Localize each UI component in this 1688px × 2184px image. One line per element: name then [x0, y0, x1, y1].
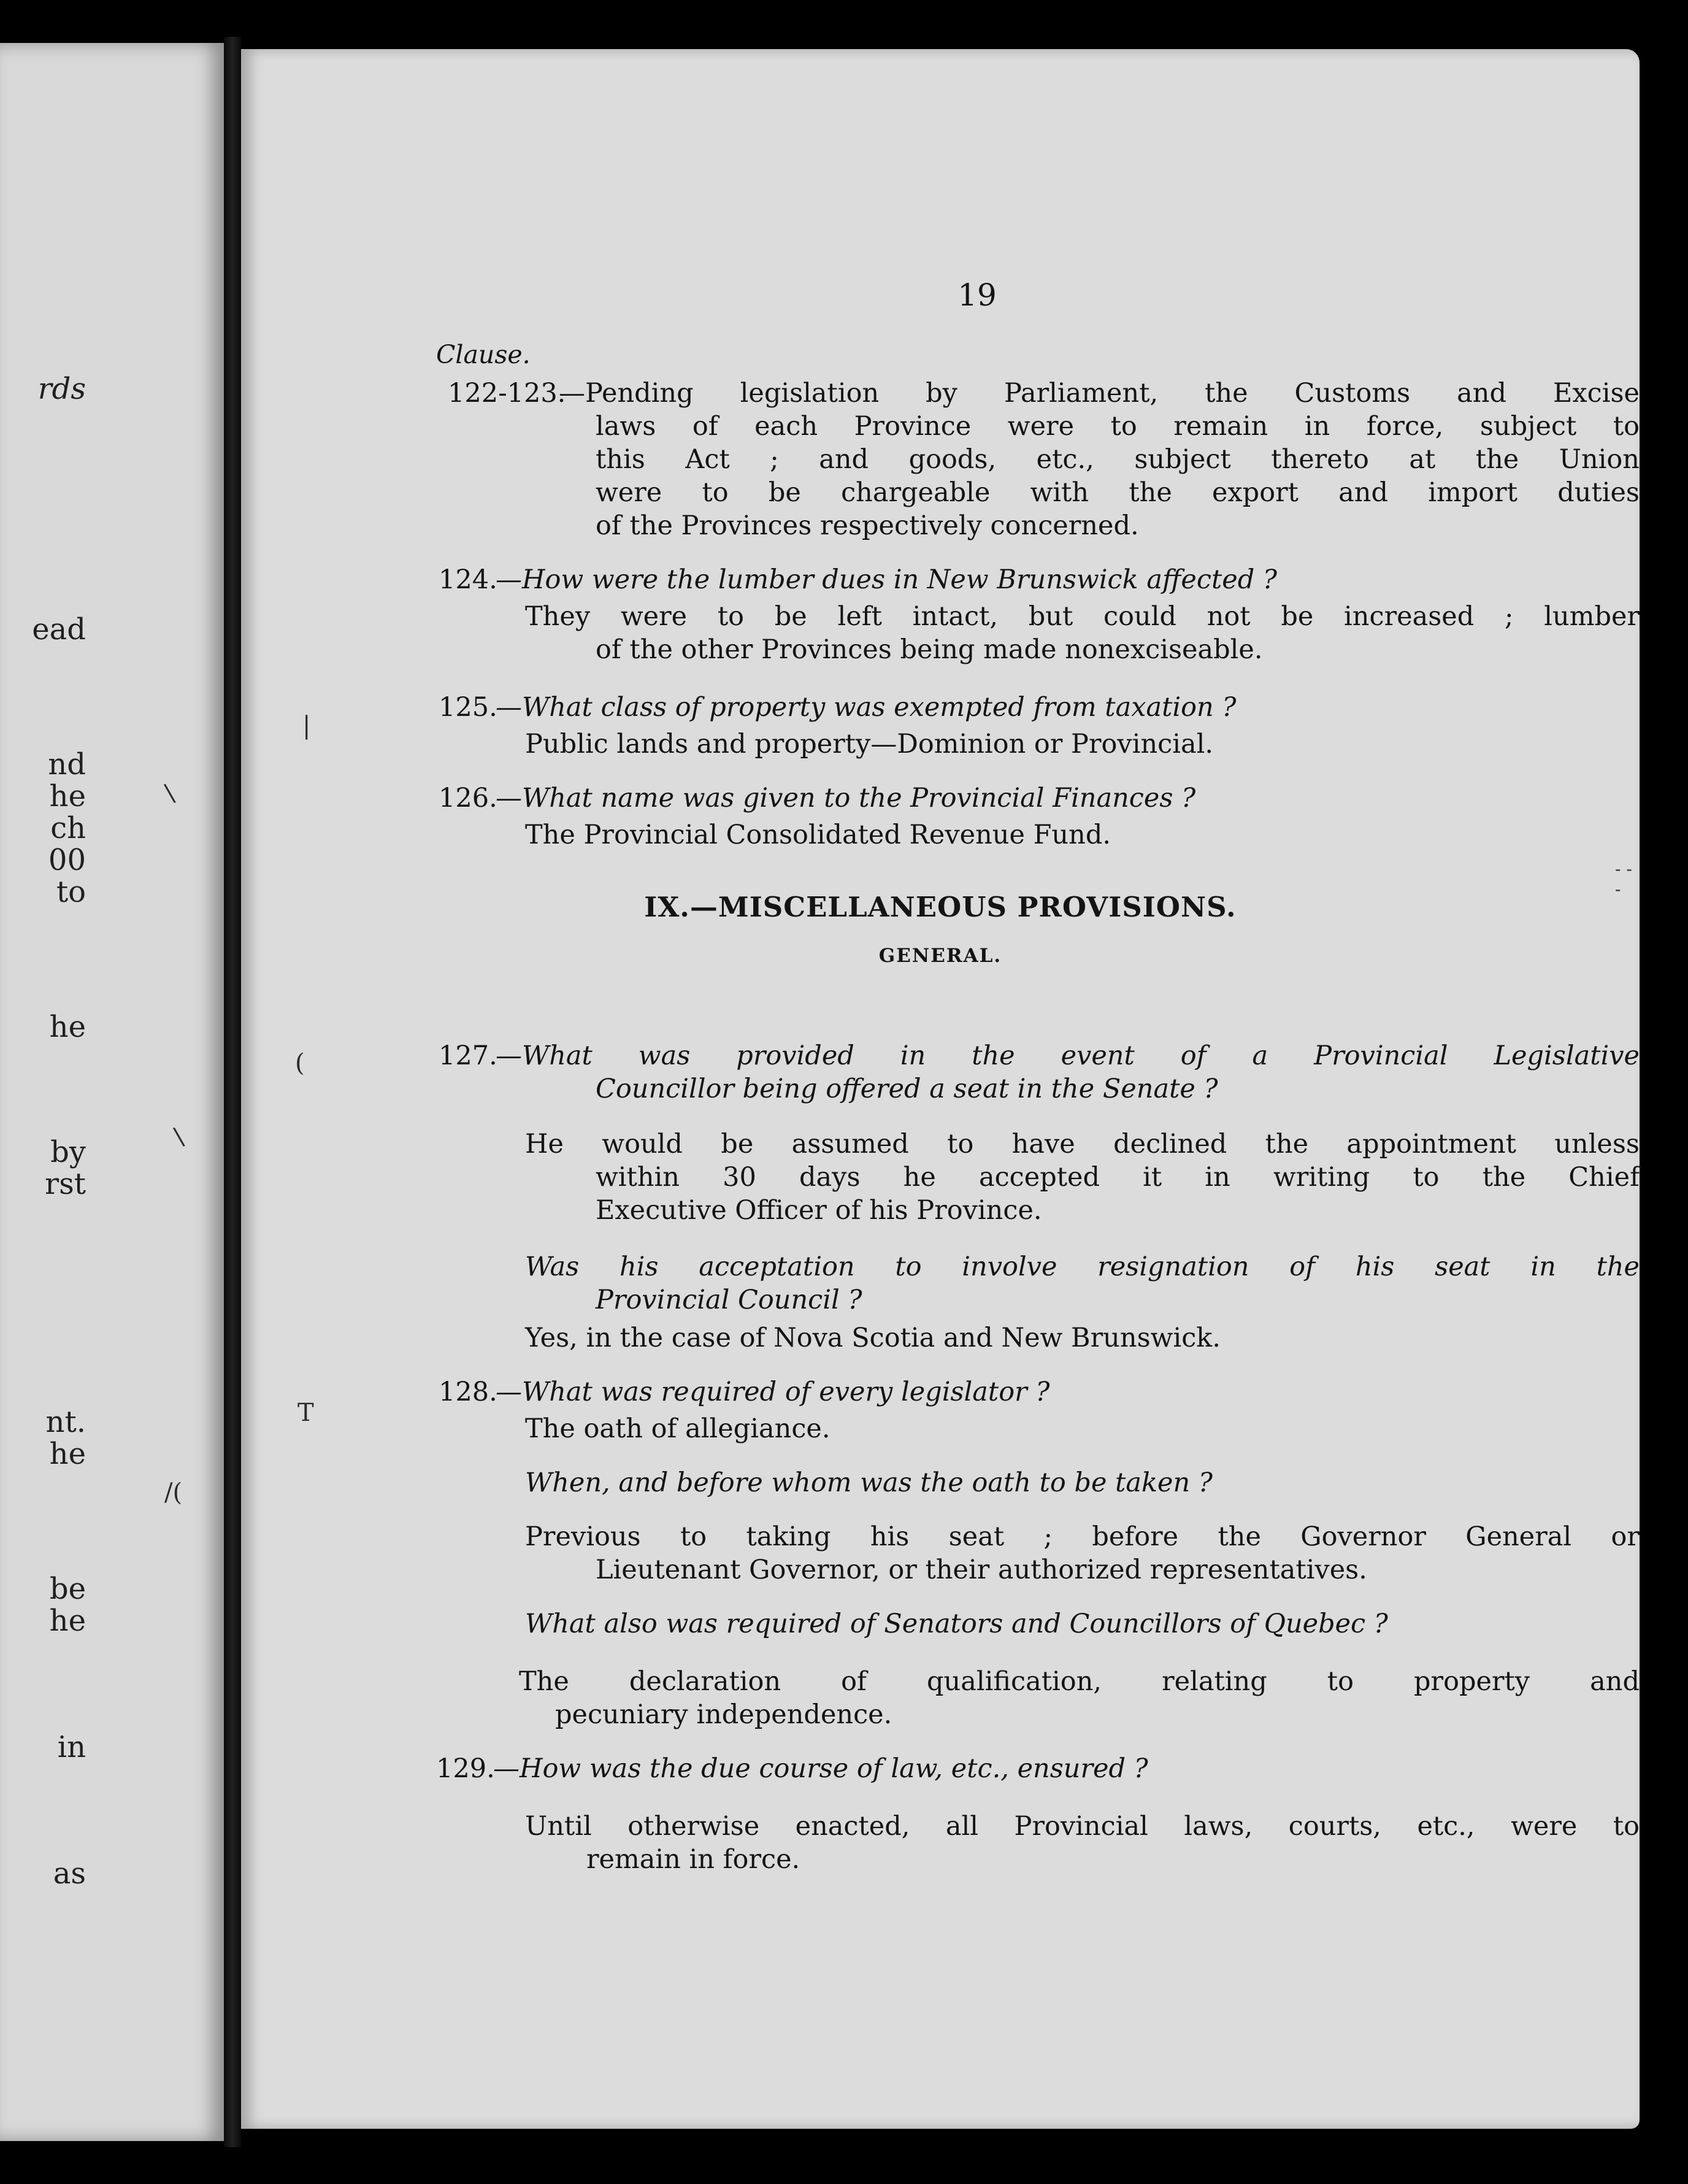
clause-text-line: of the Provinces respectively concerned.: [596, 510, 1139, 541]
margin-fragment: be: [49, 1572, 86, 1606]
clause-number: 128.: [439, 1377, 497, 1407]
clause-number: 126.: [439, 783, 497, 813]
left-facing-page: [0, 43, 224, 2141]
scan-mark: |: [302, 712, 311, 740]
answer-line: Executive Officer of his Province.: [596, 1195, 1042, 1226]
clause-label: Clause.: [436, 340, 531, 369]
clause-text-line: were to be chargeable with the export and import duties: [596, 477, 1640, 508]
question-line: —What was provided in the event of a Provincial Legislative: [496, 1040, 1640, 1071]
question: —How was the due course of law, etc., ensured ?: [493, 1753, 1148, 1784]
answer-line: within 30 days he accepted it in writing to the Chief: [596, 1162, 1640, 1193]
pencil-mark: \: [172, 1122, 186, 1152]
pencil-mark: /(: [164, 1478, 183, 1507]
page: [241, 49, 1640, 2129]
book-gutter: [224, 37, 241, 2147]
margin-fragment: nt.: [45, 1405, 86, 1439]
clause-number: 125.: [439, 692, 497, 723]
margin-fragment: he: [49, 1437, 86, 1471]
clause-number: 124.: [439, 564, 497, 595]
section-subheading: GENERAL.: [878, 945, 1002, 967]
margin-fragment: in: [57, 1730, 86, 1764]
answer-line: Lieutenant Governor, or their authorized representatives.: [596, 1555, 1367, 1585]
clause-number: 122-123.: [448, 378, 566, 409]
clause-text-line: laws of each Province were to remain in force, subject to: [596, 411, 1640, 442]
answer-line: Yes, in the case of Nova Scotia and New Brunswick.: [525, 1323, 1221, 1353]
answer-line: The declaration of qualification, relating to property and: [519, 1666, 1640, 1697]
margin-fragment: ead: [32, 612, 86, 647]
answer-line: of the other Provinces being made nonexciseable.: [596, 634, 1263, 665]
answer-line: The Provincial Consolidated Revenue Fund.: [525, 820, 1111, 850]
margin-fragment: nd: [48, 747, 86, 782]
clause-number: 129.: [436, 1753, 495, 1784]
answer-line: Previous to taking his seat ; before the Governor General or: [525, 1521, 1640, 1552]
scan-mark: (: [295, 1049, 305, 1077]
answer-line: He would be assumed to have declined the appointment unless: [525, 1129, 1640, 1159]
question: —How were the lumber dues in New Brunswick affected ?: [496, 564, 1277, 595]
margin-fragment: he: [49, 779, 86, 813]
margin-fragment: rst: [45, 1167, 86, 1201]
margin-fragment: he: [49, 1604, 86, 1638]
margin-fragment: he: [49, 1010, 86, 1044]
answer-line: pecuniary independence.: [555, 1699, 892, 1730]
question: —What was required of every legislator ?: [496, 1377, 1050, 1407]
margin-fragment: as: [53, 1856, 86, 1891]
question-line: Provincial Council ?: [596, 1285, 862, 1315]
margin-fragment: 00: [48, 843, 86, 877]
answer-line: The oath of allegiance.: [525, 1413, 831, 1444]
question: —What class of property was exempted from taxation ?: [496, 692, 1237, 723]
question-line: Was his acceptation to involve resignation of his seat in the: [525, 1252, 1640, 1282]
margin-fragment: by: [50, 1135, 86, 1169]
clause-text-line: this Act ; and goods, etc., subject thereto at the Union: [596, 444, 1640, 475]
clause-text-line: —Pending legislation by Parliament, the Customs and Excise: [559, 378, 1640, 409]
question: When, and before whom was the oath to be taken ?: [525, 1467, 1213, 1498]
question: —What name was given to the Provincial Finances ?: [496, 783, 1196, 813]
page-number: 19: [957, 277, 997, 313]
scan-mark: - - -: [1615, 859, 1632, 899]
pencil-mark: \: [163, 779, 177, 808]
answer-line: Public lands and property—Dominion or Provincial.: [525, 729, 1214, 759]
question-line: Councillor being offered a seat in the Senate ?: [596, 1074, 1218, 1104]
margin-fragment: ch: [50, 811, 86, 845]
margin-fragment: to: [56, 875, 86, 909]
answer-line: Until otherwise enacted, all Provincial laws, courts, etc., were to: [525, 1811, 1640, 1842]
answer-line: They were to be left intact, but could not be increased ; lumber: [525, 601, 1640, 632]
section-heading: IX.—MISCELLANEOUS PROVISIONS.: [644, 891, 1237, 923]
question: What also was required of Senators and Councillors of Quebec ?: [525, 1609, 1388, 1639]
clause-number: 127.: [439, 1040, 497, 1071]
answer-line: remain in force.: [586, 1844, 800, 1875]
scan-mark: T: [297, 1399, 314, 1427]
margin-fragment: rds: [37, 372, 86, 406]
